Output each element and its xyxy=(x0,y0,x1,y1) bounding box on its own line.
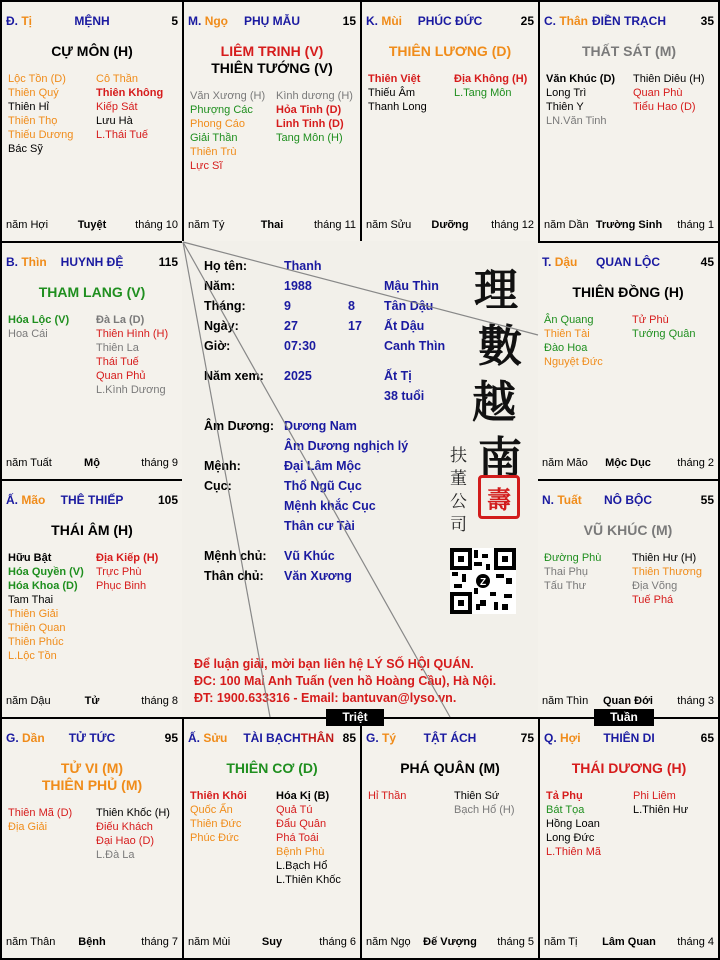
palace-name: TỬ TỨC xyxy=(68,731,116,745)
minor-star: Quan Phủ xyxy=(96,370,146,382)
palace-name: HUYNH ĐỆ xyxy=(60,255,124,269)
minor-star: Thái Tuế xyxy=(96,356,139,368)
seal-char-3: 越 xyxy=(472,377,516,428)
minor-star: L.Thiên Hư xyxy=(633,804,689,816)
minor-star: Thiên Giải xyxy=(8,608,59,620)
minor-star: Phượng Các xyxy=(190,104,253,116)
cycle-stage: Lâm Quan xyxy=(602,936,656,948)
cycle-stage: Quan Đới xyxy=(603,695,653,707)
minor-star: Tuế Phá xyxy=(632,594,674,606)
minor-star: Long Trì xyxy=(546,87,587,99)
info-value: Dương Nam xyxy=(284,419,357,433)
cycle-stage: Mộc Dục xyxy=(605,457,651,469)
info-value: Âm Dương nghịch lý xyxy=(284,439,409,453)
major-star: PHÁ QUÂN (M) xyxy=(400,760,500,776)
minor-star: Văn Khúc (D) xyxy=(546,73,616,85)
red-stamp: 壽 xyxy=(478,475,520,519)
minor-star: Hồng Loan xyxy=(546,818,600,830)
minor-star: Lộc Tồn (D) xyxy=(8,73,66,85)
seal-char-4: 南 xyxy=(478,433,522,484)
palace-branch: Hợi xyxy=(560,731,581,745)
info-label: Thân chủ: xyxy=(204,569,264,583)
info-label: Mệnh: xyxy=(204,459,241,473)
year-label: năm Tuất xyxy=(6,457,52,469)
contact-line: ĐT: 1900.633316 - Email: bantuvan@lyso.vn. xyxy=(194,691,457,705)
major-star: LIÊM TRINH (V) xyxy=(220,43,324,59)
tuan-tag: Tuần xyxy=(594,709,654,726)
palace-name: MỆNH xyxy=(74,14,110,28)
minor-star: Hóa Kị (B) xyxy=(276,790,330,802)
minor-star: Phúc Đức xyxy=(190,832,239,844)
contact-line: ĐC: 100 Mai Anh Tuấn (ven hồ Hoàng Cầu), Hà Nội. xyxy=(194,674,497,688)
info-label: Giờ: xyxy=(204,339,231,353)
major-star: VŨ KHÚC (M) xyxy=(583,522,673,538)
palace-name: ĐIỀN TRẠCH xyxy=(592,14,666,28)
minor-star: Điếu Khách xyxy=(96,821,153,833)
palace-age: 85 xyxy=(342,731,356,745)
minor-star: Giải Thần xyxy=(190,132,238,144)
palace-branch: Mùi xyxy=(381,14,403,28)
minor-star: Phá Toái xyxy=(276,832,319,844)
major-star: CỰ MÔN (H) xyxy=(51,43,133,59)
minor-star: Tả Phụ xyxy=(546,790,583,802)
minor-star: Tấu Thư xyxy=(544,580,587,592)
palace-name: TÀI BẠCH xyxy=(243,731,301,745)
minor-star: Thiên Không xyxy=(96,87,164,99)
minor-star: Bát Tọa xyxy=(546,804,585,816)
palace-branch: Ngọ xyxy=(204,14,229,28)
minor-star: Nguyệt Đức xyxy=(544,356,603,368)
info-canchi-value: 38 tuổi xyxy=(384,389,425,403)
palace-name: THIÊN DI xyxy=(603,731,655,745)
info-canchi-value: Tân Dậu xyxy=(384,299,434,313)
minor-star: Thiên Trù xyxy=(190,146,237,158)
info-lunar-value: 17 xyxy=(348,319,362,333)
triet-tag: Triệt xyxy=(326,709,384,726)
small-char-4: 司 xyxy=(450,515,467,535)
minor-star: Thiên Phúc xyxy=(8,636,64,648)
palace-age: 35 xyxy=(700,14,714,28)
minor-star: Hóa Quyền (V) xyxy=(8,566,84,578)
minor-star: L.Bạch Hổ xyxy=(276,860,328,872)
minor-star: L.Tang Môn xyxy=(454,87,512,99)
minor-star: Thiên Y xyxy=(546,101,584,113)
info-value: Văn Xương xyxy=(284,569,352,583)
major-star: THÁI ÂM (H) xyxy=(51,522,133,538)
minor-star: Tam Thai xyxy=(8,594,54,606)
info-value: Thổ Ngũ Cục xyxy=(284,479,362,493)
month-label: tháng 1 xyxy=(677,219,714,231)
seal-char-2: 數 xyxy=(478,321,522,372)
major-star: THIÊN PHỦ (M) xyxy=(41,777,143,793)
palace-age: 55 xyxy=(700,493,714,507)
minor-star: Đà La (D) xyxy=(96,314,145,326)
cycle-stage: Đế Vượng xyxy=(423,936,477,948)
info-canchi-value: Canh Thìn xyxy=(384,339,446,353)
month-label: tháng 6 xyxy=(319,936,356,948)
minor-star: L.Thiên Khốc xyxy=(276,874,341,886)
minor-star: Thiên Quan xyxy=(8,622,66,634)
palace-branch: Thìn xyxy=(21,255,47,269)
minor-star: Thai Phụ xyxy=(544,566,589,578)
info-label: Cục: xyxy=(204,479,232,493)
minor-star: Đường Phù xyxy=(544,552,602,564)
palace-stem: M. xyxy=(188,14,202,28)
minor-star: Thiên Thương xyxy=(632,566,703,578)
palace-age: 75 xyxy=(520,731,534,745)
minor-star: Ân Quang xyxy=(544,314,594,326)
minor-star: Lực Sĩ xyxy=(190,160,223,172)
info-label: Âm Dương: xyxy=(204,419,275,433)
minor-star: Hoa Cái xyxy=(8,328,48,340)
month-label: tháng 5 xyxy=(497,936,534,948)
minor-star: Thiên Khôi xyxy=(190,790,247,802)
palace-age: 65 xyxy=(700,731,714,745)
palace-branch: Mão xyxy=(21,493,46,507)
palace-branch: Dần xyxy=(22,731,45,745)
minor-star: Hỏa Tinh (D) xyxy=(276,104,342,116)
minor-star: Thiên Diêu (H) xyxy=(633,73,705,85)
minor-star: Hữu Bật xyxy=(8,552,52,564)
info-label: Mệnh chủ: xyxy=(204,549,267,563)
info-value: 9 xyxy=(284,299,291,313)
cycle-stage: Tuyệt xyxy=(77,219,107,231)
palace-name: QUAN LỘC xyxy=(596,255,660,269)
year-label: năm Sửu xyxy=(366,219,412,231)
minor-star: Tử Phù xyxy=(632,314,669,326)
month-label: tháng 7 xyxy=(141,936,178,948)
info-canchi-value: Ất Dậu xyxy=(384,319,425,333)
palace-branch: Thân xyxy=(559,14,589,28)
cycle-stage: Dưỡng xyxy=(431,219,469,231)
minor-star: Phi Liêm xyxy=(633,790,676,802)
palace-stem: K. xyxy=(366,14,378,28)
minor-star: LN.Văn Tinh xyxy=(546,115,607,127)
minor-star: Tang Môn (H) xyxy=(276,132,343,144)
year-label: năm Tý xyxy=(188,219,225,231)
palace-stem: B. xyxy=(6,255,18,269)
minor-star: Long Đức xyxy=(546,832,595,844)
info-label: Tháng: xyxy=(204,299,246,313)
info-value: 2025 xyxy=(284,369,312,383)
month-label: tháng 10 xyxy=(135,219,178,231)
cycle-stage: Thai xyxy=(260,219,284,231)
info-canchi-value: Ất Tị xyxy=(384,369,412,383)
minor-star: Thiếu Âm xyxy=(368,87,416,99)
minor-star: Thiên Việt xyxy=(368,73,421,85)
palace-stem: Ấ. xyxy=(188,731,200,745)
palace-age: 95 xyxy=(164,731,178,745)
info-label: Năm: xyxy=(204,279,236,293)
year-label: năm Mùi xyxy=(188,936,231,948)
major-star: THAM LANG (V) xyxy=(38,284,146,300)
minor-star: Địa Không (H) xyxy=(454,73,528,85)
major-star: THIÊN TƯỚNG (V) xyxy=(211,60,333,76)
minor-star: Phục Binh xyxy=(96,580,147,592)
minor-star: L.Thái Tuế xyxy=(96,129,148,141)
month-label: tháng 8 xyxy=(141,695,178,707)
major-star: TỬ VI (M) xyxy=(60,760,124,776)
palace-stem: Q. xyxy=(544,731,557,745)
info-value: 07:30 xyxy=(284,339,316,353)
month-label: tháng 3 xyxy=(677,695,714,707)
svg-text:Z: Z xyxy=(479,577,487,588)
minor-star: L.Lộc Tồn xyxy=(8,650,57,662)
month-label: tháng 2 xyxy=(677,457,714,469)
major-star: THIÊN ĐỒNG (H) xyxy=(572,284,684,300)
palace-branch: Tuất xyxy=(557,493,582,507)
palace-name: PHÚC ĐỨC xyxy=(417,14,483,28)
palace-age: 45 xyxy=(700,255,714,269)
palace-stem: Đ. xyxy=(6,14,18,28)
minor-star: Đẩu Quân xyxy=(276,818,327,830)
year-label: năm Tị xyxy=(544,936,578,948)
minor-star: Thiên Đức xyxy=(190,818,242,830)
palace-stem: T. xyxy=(542,255,552,269)
info-label: Họ tên: xyxy=(204,259,248,273)
info-value: 27 xyxy=(284,319,298,333)
small-char-3: 公 xyxy=(450,492,467,512)
minor-star: Địa Võng xyxy=(632,580,678,592)
tam-hop-line xyxy=(183,242,450,717)
palace-name: NÔ BỘC xyxy=(604,493,652,507)
info-value: Mệnh khắc Cục xyxy=(284,499,376,513)
minor-star: Đại Hao (D) xyxy=(96,835,155,847)
minor-star: Địa Kiếp (H) xyxy=(96,552,159,564)
info-value: Thanh xyxy=(284,259,322,273)
palace-name: PHỤ MẪU xyxy=(244,14,300,28)
minor-star: Thanh Long xyxy=(368,101,427,113)
minor-star: Trực Phù xyxy=(96,566,142,578)
minor-star: Phong Cáo xyxy=(190,118,246,130)
minor-star: Văn Xương (H) xyxy=(190,90,266,102)
palace-stem: G. xyxy=(6,731,19,745)
cycle-stage: Mộ xyxy=(84,457,100,469)
palace-branch: Dậu xyxy=(554,255,578,269)
minor-star: Địa Giải xyxy=(8,821,48,833)
major-star: THIÊN CƠ (D) xyxy=(226,760,318,776)
minor-star: Thiên Thọ xyxy=(8,115,58,127)
year-label: năm Dậu xyxy=(6,695,51,707)
year-label: năm Hợi xyxy=(6,219,49,231)
palace-branch: Tý xyxy=(382,731,397,745)
month-label: tháng 4 xyxy=(677,936,714,948)
info-label: Ngày: xyxy=(204,319,239,333)
info-value: 1988 xyxy=(284,279,312,293)
cycle-stage: Suy xyxy=(261,936,283,948)
info-value: Vũ Khúc xyxy=(284,549,335,563)
palace-branch: Tị xyxy=(21,14,33,28)
palace-stem: G. xyxy=(366,731,379,745)
minor-star: Bác Sỹ xyxy=(8,143,43,155)
month-label: tháng 9 xyxy=(141,457,178,469)
minor-star: Thiên La xyxy=(96,342,139,354)
palace-name: TẬT ÁCH xyxy=(423,731,477,745)
minor-star: Hóa Lộc (V) xyxy=(8,314,70,326)
info-value: Thân cư Tài xyxy=(284,519,355,533)
minor-star: Quả Tú xyxy=(276,804,313,816)
info-canchi-value: Mậu Thìn xyxy=(384,279,439,293)
info-label: Năm xem: xyxy=(204,369,264,383)
cycle-stage: Tử xyxy=(84,695,100,707)
tam-hop-line xyxy=(183,242,538,335)
info-value: Đại Lâm Mộc xyxy=(284,459,362,473)
minor-star: Quan Phù xyxy=(633,87,683,99)
minor-star: Thiên Hỉ xyxy=(8,101,49,113)
contact-line: Để luận giải, mời bạn liên hệ LÝ SỐ HỘI QUÁN. xyxy=(194,657,474,671)
cycle-stage: Trường Sinh xyxy=(595,219,663,231)
minor-star: Kiếp Sát xyxy=(96,101,138,113)
minor-star: Bệnh Phù xyxy=(276,846,325,858)
small-char-1: 扶 xyxy=(450,446,467,466)
year-label: năm Thân xyxy=(6,936,56,948)
small-char-2: 董 xyxy=(450,469,467,489)
minor-star: L.Đà La xyxy=(96,849,135,861)
seal-char-1: 理 xyxy=(474,265,518,316)
minor-star: Đào Hoa xyxy=(544,342,588,354)
minor-star: Lưu Hà xyxy=(96,115,133,127)
year-label: năm Mão xyxy=(542,457,588,469)
palace-age: 5 xyxy=(171,14,178,28)
minor-star: L.Kình Dương xyxy=(96,384,166,396)
major-star: THÁI DƯƠNG (H) xyxy=(571,760,687,776)
year-label: năm Dần xyxy=(544,219,589,231)
minor-star: Thiên Khốc (H) xyxy=(96,807,170,819)
minor-star: Hỉ Thần xyxy=(368,790,407,802)
minor-star: Thiên Hình (H) xyxy=(96,328,169,340)
minor-star: Kình dương (H) xyxy=(276,90,353,102)
palace-age: 25 xyxy=(520,14,534,28)
minor-star: Thiên Quý xyxy=(8,87,59,99)
minor-star: Bạch Hổ (H) xyxy=(454,804,515,816)
than-marker: THÂN xyxy=(300,731,334,745)
palace-age: 105 xyxy=(157,493,178,507)
palace-stem: Ấ. xyxy=(6,493,18,507)
month-label: tháng 11 xyxy=(313,219,356,231)
minor-star: Thiếu Dương xyxy=(8,129,74,141)
palace-age: 15 xyxy=(342,14,356,28)
cycle-stage: Bệnh xyxy=(78,936,106,948)
minor-star: Thiên Sứ xyxy=(454,790,500,802)
palace-stem: C. xyxy=(544,14,556,28)
month-label: tháng 12 xyxy=(491,219,534,231)
minor-star: Tiểu Hao (D) xyxy=(633,101,696,113)
minor-star: Thiên Mã (D) xyxy=(8,807,73,819)
minor-star: Linh Tinh (D) xyxy=(276,118,344,130)
major-star: THIÊN LƯƠNG (D) xyxy=(388,43,512,59)
palace-branch: Sửu xyxy=(203,731,228,745)
minor-star: L.Thiên Mã xyxy=(546,846,602,858)
minor-star: Quốc Ấn xyxy=(190,804,233,816)
palace-stem: N. xyxy=(542,493,554,507)
minor-star: Cô Thần xyxy=(96,73,138,85)
major-star: THẤT SÁT (M) xyxy=(581,43,677,59)
tam-hop-line xyxy=(183,242,270,717)
minor-star: Hóa Khoa (D) xyxy=(8,580,78,592)
year-label: năm Ngọ xyxy=(366,936,411,948)
minor-star: Thiên Hư (H) xyxy=(632,552,697,564)
minor-star: Tướng Quân xyxy=(632,328,696,340)
year-label: năm Thìn xyxy=(542,695,589,707)
palace-age: 115 xyxy=(158,255,178,269)
palace-name: THÊ THIẾP xyxy=(60,493,124,507)
info-lunar-value: 8 xyxy=(348,299,355,313)
minor-star: Thiên Tài xyxy=(544,328,590,340)
